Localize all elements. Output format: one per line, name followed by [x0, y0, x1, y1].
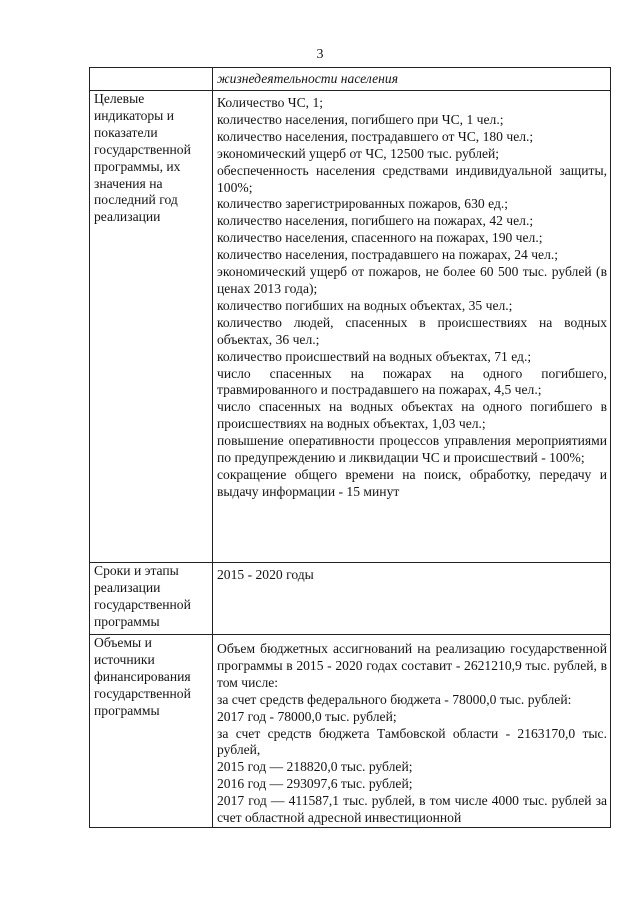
row-label: Сроки и этапы реализации государственной программы	[90, 563, 213, 635]
value-line: 2015 год — 218820,0 тыс. рублей;	[217, 759, 413, 775]
value-line: количество зарегистрированных пожаров, 630 ед.;	[217, 196, 509, 212]
row-value	[213, 563, 611, 635]
value-line: 2017 год — 411587,1 тыс. рублей, в том числе 4000 тыс. рублей за счет областной адресной инвестиционной	[217, 793, 607, 826]
value-line: 2017 год - 78000,0 тыс. рублей;	[217, 708, 397, 724]
page-number: 3	[316, 47, 324, 62]
row-value	[213, 635, 611, 828]
value-line: число спасенных на водных объектах на одного погибшего в происшествиях на водных объектах, 1,03 чел.;	[217, 399, 607, 432]
row-value	[213, 91, 611, 563]
value-line: количество населения, пострадавшего на пожарах, 24 чел.;	[217, 247, 559, 263]
value-line: обеспеченность населения средствами индивидуальной защиты, 100%;	[217, 162, 607, 195]
value-line: Объем бюджетных ассигнований на реализацию государственной программы в 2015 - 2020 годах составит - 2621210,9 тыс. рублей, в том числе:	[217, 641, 607, 690]
value-line: количество населения, погибшего на пожарах, 42 чел.;	[217, 213, 534, 229]
continuation-row	[90, 68, 611, 91]
value-line: сокращение общего времени на поиск, обработку, передачу и выдачу информации - 15 минут	[217, 466, 607, 499]
value-line: 2015 - 2020 годы	[217, 567, 314, 582]
row-label: Целевые индикаторы и показатели государственной программы, их значения на последний год реализации	[90, 91, 213, 563]
value-line: экономический ущерб от пожаров, не более 60 500 тыс. рублей (в ценах 2013 года);	[217, 264, 607, 296]
program-passport-table	[89, 67, 611, 828]
row-value	[213, 68, 611, 91]
value-line: количество населения, погибшего при ЧС, 1 чел.;	[217, 111, 504, 127]
value-line: количество погибших на водных объектах, 35 чел.;	[217, 297, 513, 313]
value-line: количество населения, спасенного на пожарах, 190 чел.;	[217, 230, 543, 246]
row-label	[90, 68, 213, 91]
value-line: за счет средств бюджета Тамбовской области - 2163170,0 тыс. рублей,	[217, 725, 607, 758]
row-label: Объемы и источники финансирования государственной программы	[90, 635, 213, 828]
value-line: число спасенных на пожарах на одного погибшего, травмированного и пострадавшего на пожарах, 4,5 чел.;	[217, 365, 607, 398]
value-line: жизнедеятельности населения	[217, 71, 399, 86]
value-line: количество происшествий на водных объектах, 71 ед.;	[217, 348, 532, 364]
target-indicators-row	[90, 91, 611, 563]
funding-row	[90, 635, 611, 828]
value-line: экономический ущерб от ЧС, 12500 тыс. рублей;	[217, 145, 500, 161]
value-line: за счет средств федерального бюджета - 78000,0 тыс. рублей:	[217, 691, 572, 707]
value-line: 2016 год — 293097,6 тыс. рублей;	[217, 776, 413, 792]
value-line: повышение оперативности процессов управления мероприятиями по предупреждению и ликвидации ЧС и происшествий - 100%;	[217, 433, 607, 466]
value-line: Количество ЧС, 1;	[217, 95, 324, 110]
value-line: количество населения, пострадавшего от ЧС, 180 чел.;	[217, 128, 534, 144]
timeline-row	[90, 563, 611, 635]
value-line: количество людей, спасенных в происшествиях на водных объектах, 36 чел.;	[217, 314, 607, 347]
